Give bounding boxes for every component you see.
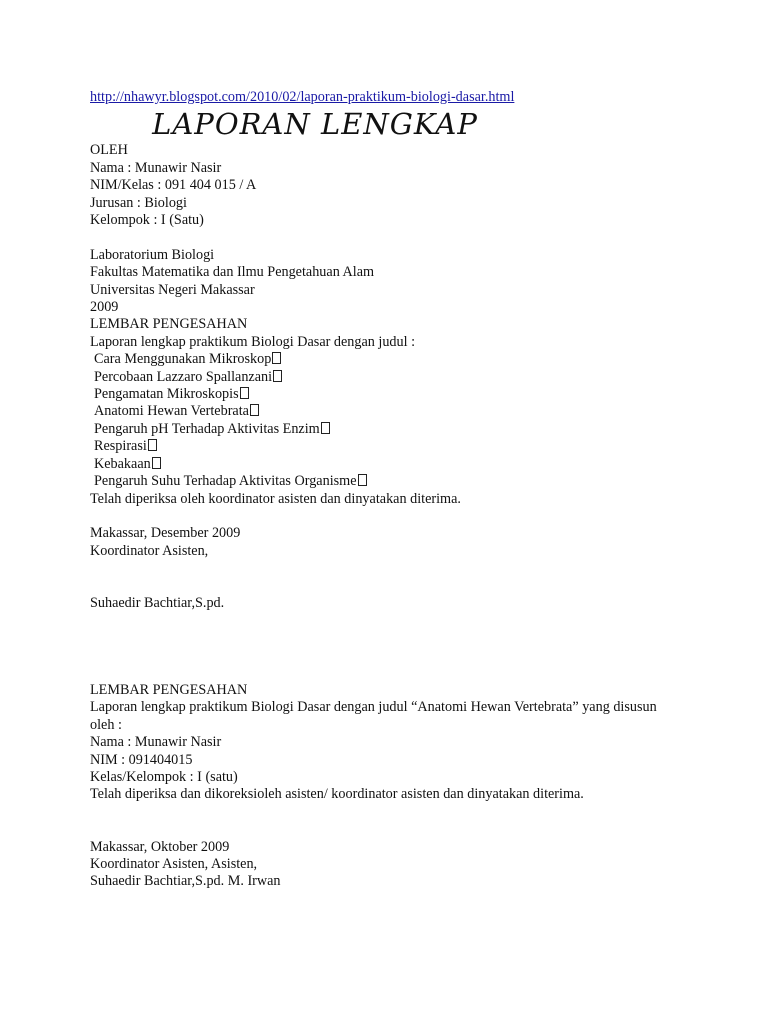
spacer xyxy=(90,508,730,525)
missing-glyph-box-icon xyxy=(250,404,259,416)
missing-glyph-box-icon xyxy=(148,439,157,451)
author-kelompok: Kelompok : I (Satu) xyxy=(90,212,204,229)
spacer xyxy=(90,229,730,246)
report-item xyxy=(90,386,730,403)
report-item-text: Pengamatan Mikroskopis xyxy=(94,386,239,403)
report-item xyxy=(90,456,730,473)
document-body xyxy=(90,89,730,891)
section1-signatory: Suhaedir Bachtiar,S.pd. xyxy=(90,594,225,611)
spacer xyxy=(90,630,730,647)
institution-year: 2009 xyxy=(90,299,119,316)
report-item-text: Percobaan Lazzaro Spallanzani xyxy=(94,368,273,385)
spacer xyxy=(90,560,730,577)
author-oleh: OLEH xyxy=(90,142,128,159)
report-item xyxy=(90,403,730,420)
missing-glyph-box-icon xyxy=(273,370,282,382)
institution-faculty: Fakultas Matematika dan Ilmu Pengetahuan Alam xyxy=(90,264,375,281)
section1-heading: LEMBAR PENGESAHAN xyxy=(90,316,248,333)
section1-intro: Laporan lengkap praktikum Biologi Dasar dengan judul : xyxy=(90,333,416,350)
missing-glyph-box-icon xyxy=(358,474,367,486)
author-nama: Nama : Munawir Nasir xyxy=(90,159,222,176)
spacer xyxy=(90,804,730,821)
spacer xyxy=(90,664,730,681)
report-item-text: Cara Menggunakan Mikroskop xyxy=(94,351,272,368)
section2-closing: Telah diperiksa dan dikoreksioleh asisten/ koordinator asisten dan dinyatakan diterima. xyxy=(90,786,584,803)
spacer xyxy=(90,647,730,664)
section1-closing: Telah diperiksa oleh koordinator asisten dan dinyatakan diterima. xyxy=(90,490,461,507)
section2-nim: NIM : 091404015 xyxy=(90,751,193,768)
author-nim-kelas: NIM/Kelas : 091 404 015 / A xyxy=(90,177,257,194)
missing-glyph-box-icon xyxy=(272,352,281,364)
missing-glyph-box-icon xyxy=(321,422,330,434)
report-item xyxy=(90,473,730,490)
spacer xyxy=(90,578,730,595)
report-item xyxy=(90,438,730,455)
section2-nama: Nama : Munawir Nasir xyxy=(90,734,222,751)
section1-place-date: Makassar, Desember 2009 xyxy=(90,525,241,542)
institution-university: Universitas Negeri Makassar xyxy=(90,281,255,298)
report-item xyxy=(90,369,730,386)
section2-signatories: Suhaedir Bachtiar,S.pd. M. Irwan xyxy=(90,873,281,890)
report-item-text: Pengaruh Suhu Terhadap Aktivitas Organisme xyxy=(94,473,357,490)
report-item-text: Anatomi Hewan Vertebrata xyxy=(94,403,249,420)
section2-roles: Koordinator Asisten, Asisten, xyxy=(90,855,258,872)
report-item xyxy=(90,421,730,438)
section2-place-date: Makassar, Oktober 2009 xyxy=(90,838,230,855)
spacer xyxy=(90,821,730,838)
section1-role: Koordinator Asisten, xyxy=(90,542,209,559)
author-jurusan: Jurusan : Biologi xyxy=(90,194,187,211)
report-item-text: Kebakaan xyxy=(94,455,151,472)
section2-intro: Laporan lengkap praktikum Biologi Dasar dengan judul “Anatomi Hewan Vertebrata” yang disusun oleh : xyxy=(90,699,657,733)
missing-glyph-box-icon xyxy=(240,387,249,399)
spacer xyxy=(90,612,730,629)
section2-kelas-kelompok: Kelas/Kelompok : I (satu) xyxy=(90,768,238,785)
source-url-link[interactable]: http://nhawyr.blogspot.com/2010/02/laporan-praktikum-biologi-dasar.html xyxy=(90,89,515,105)
report-item-text: Pengaruh pH Terhadap Aktivitas Enzim xyxy=(94,420,320,437)
report-item-text: Respirasi xyxy=(94,438,147,455)
document-title: LAPORAN LENGKAP xyxy=(152,107,478,142)
section2-heading: LEMBAR PENGESAHAN xyxy=(90,681,248,698)
missing-glyph-box-icon xyxy=(152,457,161,469)
institution-lab: Laboratorium Biologi xyxy=(90,246,215,263)
report-item xyxy=(90,351,730,368)
